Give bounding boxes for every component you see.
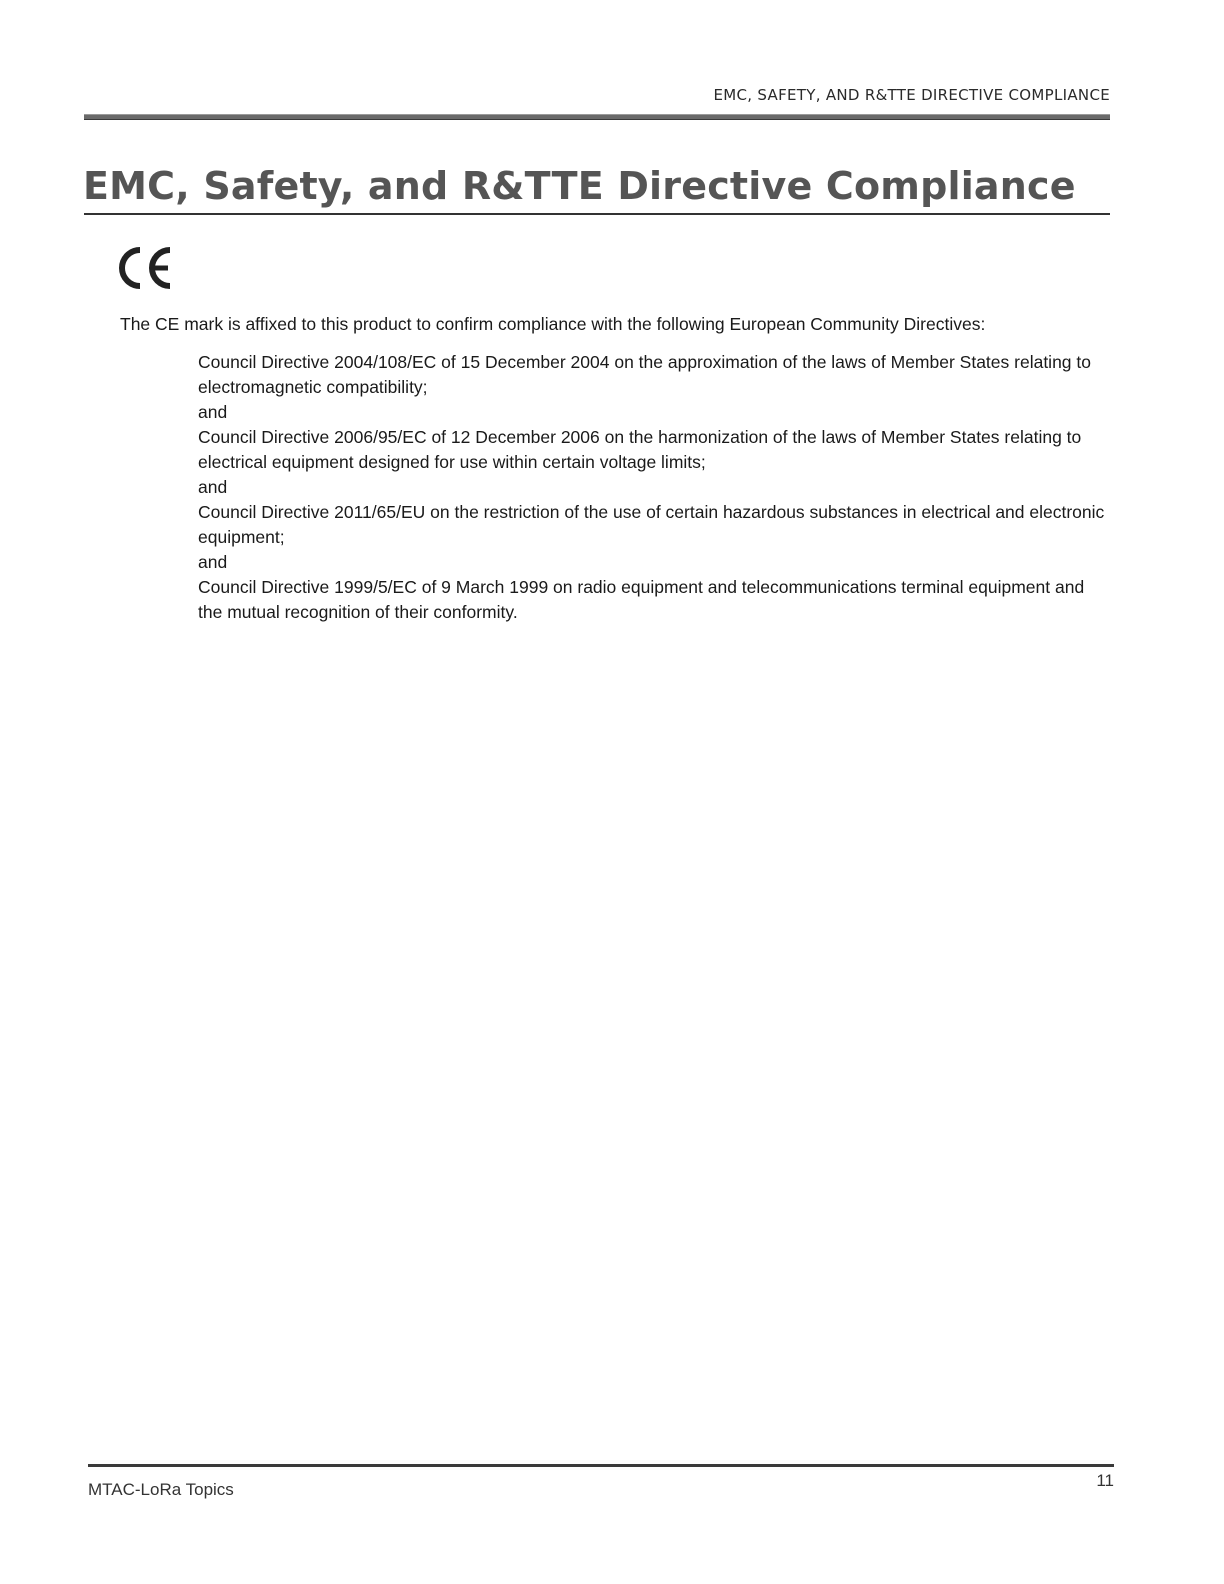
directive-item: Council Directive 2006/95/EC of 12 December 2006 on the harmonization of the laws of Member States relating to electrical equipment designed for use within certain voltage limits; xyxy=(198,427,1082,472)
directive-item: Council Directive 2004/108/EC of 15 December 2004 on the approximation of the laws of Member States relating to electromagnetic compatibility; xyxy=(198,352,1091,397)
footer-title: MTAC-LoRa Topics xyxy=(88,1480,234,1499)
title-rule xyxy=(84,213,1110,215)
directive-list xyxy=(198,350,1108,625)
footer-rule xyxy=(88,1464,1114,1467)
directive-connector: and xyxy=(198,402,228,422)
directive-item: Council Directive 2011/65/EU on the restriction of the use of certain hazardous substances in electrical and electronic equipment; xyxy=(198,502,1105,547)
ce-mark-icon xyxy=(118,246,178,290)
running-header: EMC, SAFETY, AND R&TTE DIRECTIVE COMPLIANCE xyxy=(713,86,1110,104)
directive-connector: and xyxy=(198,477,228,497)
page-number: 11 xyxy=(1096,1471,1114,1490)
directive-item: Council Directive 1999/5/EC of 9 March 1999 on radio equipment and telecommunications terminal equipment and the mutual recognition of their conformity. xyxy=(198,577,1085,622)
page-title: EMC, Safety, and R&TTE Directive Compliance xyxy=(83,164,1076,208)
directive-connector: and xyxy=(198,552,228,572)
intro-paragraph: The CE mark is affixed to this product to confirm compliance with the following European Community Directives: xyxy=(120,314,986,334)
header-rule xyxy=(84,114,1110,120)
